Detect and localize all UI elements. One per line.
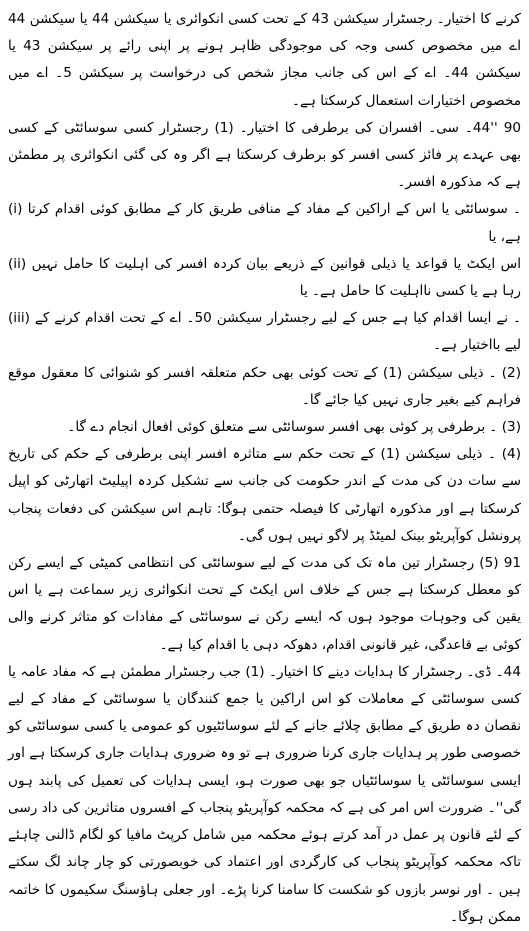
paragraph-subsection-2: (2) ۔ ذیلی سیکشن (1) کے تحت کوئی بھی حکم متعلقہ افسر کو شنوائی کا معقول موقع فراہم کیے بغیر جاری نہیں کیا جائے گا۔ [8,364,522,408]
paragraph-clause-i: (i) ۔ سوسائٹی یا اس کے اراکین کے مفاد کے منافی طریق کار کے مطابق کوئی اقدام کرتا ہے، یا [8,201,521,245]
paragraph-section-44b-continuation: کرنے کا اختیار۔ رجسٹرار سیکشن 43 کے تحت کسی انکوائری یا سیکشن 44 یا سیکشن 44 اے میں مخصوص کسی وجہ کی موجودگی ظاہر ہونے پر اپنی رائے پر سیکشن 43 یا سیکشن 44۔ اے کے اس کی جانب مجاز شخص کی درخواست پر سیکشن 5۔ اے میں مخصوص اختیارات استعمال کرسکتا ہے۔ [8,11,521,109]
paragraph-clause-ii: (ii) اس ایکٹ یا قواعد یا ذیلی قوانین کے ذریعے بیان کردہ افسر کی اہلیت کا حامل نہیں رہا ہے یا کسی نااہلیت کا حامل ہے۔ یا [8,255,521,300]
paragraph-subsection-3: (3) ۔ برطرفی پر کوئی بھی افسر سوسائٹی سے متعلق کوئی افعال انجام دے گا۔ [67,419,521,436]
paragraph-subsection-4: (4) ۔ ذیلی سیکشن (1) کے تحت حکم سے متاثرہ افسر اپنی برطرفی کے حکم کی تاریخ سے سات دن کی مدت کے اندر حکومت کی جانب سے تشکیل کردہ اپیلیٹ اتھارٹی کو اپیل کرسکتا ہے اور مذکورہ اتھارٹی کا فیصلہ حتمی ہوگا: تاہم اس سیکشن کی دفعات پنجاب پرونشل کوآپریٹو بینک لمیٹڈ پر لاگو نہیں ہوں گی۔ [8,446,521,544]
paragraph-section-44c-heading: 90 ''44۔ سی۔ افسران کی برطرفی کا اختیار۔ (1) رجسٹرار کسی سوسائٹی کے کسی بھی عہدے پر فائز کسی افسر کو برطرف کرسکتا ہے اگر وہ کی گئی انکوائری پر مطمئن ہے کہ مذکورہ افسر۔ [8,119,521,191]
paragraph-subsection-5: 91 (5) رجسٹرار تین ماہ تک کی مدت کے لیے سوسائٹی کی انتظامی کمیٹی کے ایسے رکن کو معطل کرسکتا ہے جس کے خلاف اس ایکٹ کے تحت انکوائری زیر سماعت ہے یا اس یقین کی وجوہات موجود ہوں کہ ایسے رکن نے سوسائٹی کے مفادات کو متاثر کرنے والی کوئی بے قاعدگی، غیر قانونی اقدام، دھوکہ دہی یا اقدام کیا ہے۔ [8,555,521,653]
paragraph-clause-iii: (iii) ۔ نے ایسا اقدام کیا ہے جس کے لیے رجسٹرار سیکشن 50۔ اے کے تحت اقدام کرنے کے لیے بااختیار ہے۔ [8,310,521,354]
paragraph-section-44d: 44۔ ڈی۔ رجسٹرار کا ہدایات دینے کا اختیار۔ (1) جب رجسٹرار مطمئن ہے کہ مفاد عامہ یا کسی سوسائٹی کے معاملات کو اس اراکین یا جمع کنندگان یا سوسائٹی کے مفاد کے لیے نقصان دہ طریق کے مطابق چلائے جانے کے لئے سوسائٹیوں کو عمومی یا کسی سوسائٹی کو خصوصی طور پر ہدایات جاری کرنا ضروری ہے تو وہ ضروری ہدایات جاری کرسکتا ہے اور ایسی سوسائٹی یا سوسائٹیاں جو بھی صورت ہو، ایسی ہدایات کی تعمیل کی پابند ہوں گی''۔ ضرورت اس امر کی ہے کہ محکمہ کوآپریٹو پنجاب کے افسروں متاثرین کی داد رسی کے لئے قانون پر عمل در آمد کرتے ہوئے محکمہ میں شامل کرپٹ مافیا کو لگام ڈالنی چاہئے تاکہ محکمہ کوآپریٹو پنجاب کی کارگردی اور اعتماد کی خوبصورتی کو چار چاند لگ سکتے ہیں ۔ اور نوسر بازوں کو شکست کا سامنا کرنا پڑے۔ اور جعلی ہاؤسنگ سکیموں کا خاتمہ ممکن ہوگا۔ [8,663,521,925]
